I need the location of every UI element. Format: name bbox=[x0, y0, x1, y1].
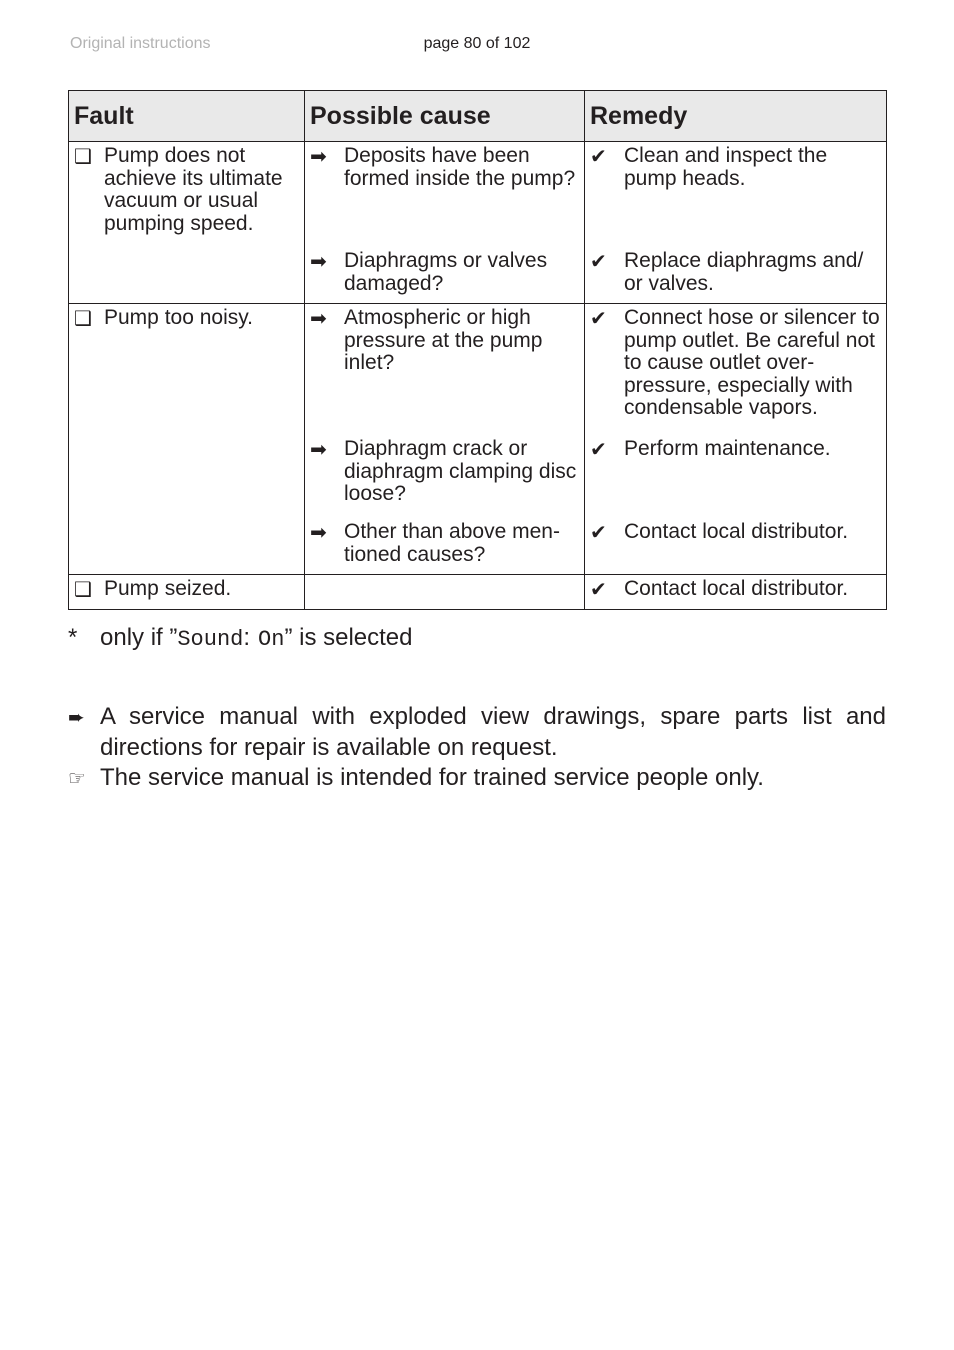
checkmark-icon: ✔ bbox=[590, 437, 607, 461]
fault-cell bbox=[69, 142, 305, 304]
cause-text: Diaphragms or valves damaged? bbox=[344, 249, 548, 295]
cause-cell bbox=[305, 142, 585, 304]
footnote-code-on: On bbox=[258, 627, 285, 652]
remedy-text: Contact local distributor. bbox=[624, 520, 849, 543]
remedy-text: Contact local distributor. bbox=[624, 577, 849, 600]
checkmark-icon: ✔ bbox=[590, 577, 607, 601]
remedy-text: Replace diaphragms and/ or valves. bbox=[624, 249, 864, 295]
fault-text: Pump seized. bbox=[104, 577, 232, 600]
checkmark-icon: ✔ bbox=[590, 249, 607, 273]
cause-text: Deposits have been formed inside the pump? bbox=[344, 144, 576, 190]
checkmark-icon: ✔ bbox=[590, 144, 607, 168]
footnote-colon: : bbox=[243, 624, 251, 651]
header-remedy: Remedy bbox=[585, 91, 887, 142]
table-header-row bbox=[69, 91, 887, 142]
trained-personnel-note bbox=[68, 763, 886, 794]
arrow-icon: ➡ bbox=[310, 520, 327, 544]
cause-text: Diaphragm crack or diaphragm clamping disc loose? bbox=[344, 437, 577, 505]
table-row bbox=[69, 142, 887, 304]
footnote bbox=[68, 624, 413, 652]
cause-text: Other than above men-tioned causes? bbox=[344, 520, 560, 566]
fault-text: Pump does not achieve its ultimate vacuum or usual pumping speed. bbox=[104, 144, 283, 235]
checkbox-icon: ❑ bbox=[74, 144, 92, 168]
remedy-text: Connect hose or silencer to pump outlet. Be careful not to cause outlet over-pressure, especially with condensable vapors. bbox=[624, 306, 880, 419]
checkmark-icon: ✔ bbox=[590, 520, 607, 544]
checkbox-icon: ❑ bbox=[74, 577, 92, 601]
arrow-icon: ➡ bbox=[310, 144, 327, 168]
pointing-hand-icon: ☞ bbox=[68, 766, 86, 790]
footnote-code-sound: Sound bbox=[177, 627, 244, 652]
fault-cell bbox=[69, 304, 305, 575]
table-row bbox=[69, 575, 887, 610]
footnote-prefix: only if ” bbox=[100, 624, 178, 651]
remedy-cell bbox=[585, 304, 887, 575]
service-manual-note bbox=[68, 702, 886, 763]
footnote-suffix: ” is selected bbox=[284, 624, 413, 651]
note-text: A service manual with exploded view drawings, spare parts list and directions for repair is available on request. bbox=[100, 703, 886, 761]
arrow-icon: ➡ bbox=[310, 306, 327, 330]
table-row bbox=[69, 304, 887, 575]
arrow-icon: ➨ bbox=[68, 705, 85, 729]
troubleshooting-table bbox=[68, 90, 887, 610]
note-text: The service manual is intended for trained service people only. bbox=[100, 764, 764, 791]
remedy-text: Clean and inspect the pump heads. bbox=[624, 144, 828, 190]
checkmark-icon: ✔ bbox=[590, 306, 607, 330]
checkbox-icon: ❑ bbox=[74, 306, 92, 330]
footnote-text bbox=[100, 624, 413, 652]
remedy-text: Perform maintenance. bbox=[624, 437, 831, 460]
fault-text: Pump too noisy. bbox=[104, 306, 254, 329]
header-possible-cause: Possible cause bbox=[305, 91, 585, 142]
arrow-icon: ➡ bbox=[310, 437, 327, 461]
fault-cell bbox=[69, 575, 305, 610]
remedy-cell bbox=[585, 575, 887, 610]
arrow-icon: ➡ bbox=[310, 249, 327, 273]
remedy-cell bbox=[585, 142, 887, 304]
cause-text: Atmospheric or high pressure at the pump inlet? bbox=[344, 306, 543, 374]
footnote-marker: * bbox=[68, 624, 78, 651]
page-number: page 80 of 102 bbox=[423, 35, 531, 52]
cause-cell bbox=[305, 304, 585, 575]
header-document-type: Original instructions bbox=[70, 35, 211, 52]
cause-cell bbox=[305, 575, 585, 610]
header-fault: Fault bbox=[69, 91, 305, 142]
